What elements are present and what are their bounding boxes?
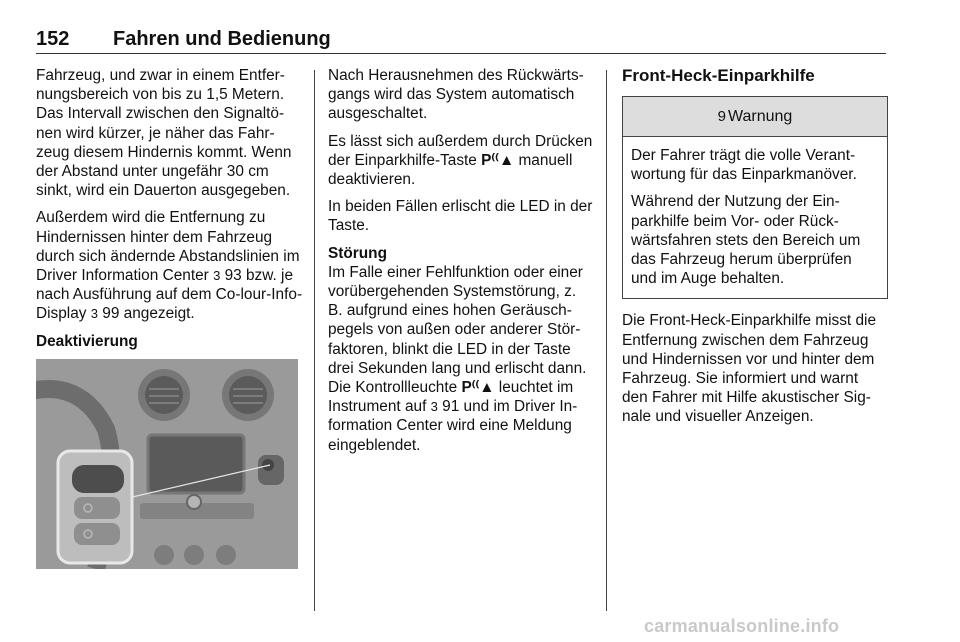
text: Außerdem wird die Entfernung zu Hindernissen hinter dem Fahrzeug durch sich ändernde Abstandslinien im Driver Information Center	[36, 209, 300, 285]
heading-deaktivierung: Deaktivierung	[36, 332, 138, 350]
col2-paragraph-2	[328, 132, 594, 190]
section-title: Fahren und Bedienung	[113, 28, 331, 50]
text: Es lässt sich außerdem durch Drücken der Einparkhilfe-Taste	[328, 132, 593, 169]
dashboard-illustration	[36, 359, 298, 569]
column-divider-1	[314, 70, 315, 611]
warning-title: Warnung	[728, 107, 793, 125]
text: 91 und im Driver In-formation Center wird eine Meldung eingeblendet.	[328, 398, 578, 454]
warning-box	[622, 96, 888, 299]
dashboard-drawing	[36, 359, 298, 569]
warning-body	[623, 137, 887, 298]
warning-icon: 9	[717, 107, 726, 125]
col1-paragraph-2	[36, 208, 304, 323]
watermark: carmanualsonline.info	[644, 616, 840, 636]
warning-paragraph-2: Während der Nutzung der Ein-parkhilfe beim Vor- oder Rück-wärtsfahren stets den Bereich um das Fahrzeug herum überprüfen und im Auge behalten.	[631, 193, 861, 288]
col1-paragraph-1: Fahrzeug, und zwar in einem Entfer-nungsbereich von bis zu 1,5 Metern. Das Intervall zwischen den Signaltö-nen wird kürzer, je näher das Fahr-zeug diesem Hindernis kommt. Wenn der Abstand unter ungefähr 30 cm sinkt, wird ein Dauerton ausgegeben.	[36, 67, 292, 200]
park-assist-icon: P⁽⁽▲	[461, 379, 495, 397]
page-ref-icon[interactable]: 3	[213, 268, 221, 284]
page-header	[36, 28, 886, 52]
column-3	[622, 66, 888, 435]
text: Im Falle einer Fehlfunktion oder einer vorübergehenden Systemstörung, z. B. aufgrund eines hohen Geräusch-pegels von außen oder anderer Stör-faktoren, blinkt die LED in der Taste drei Sekunden lang und erlischt dann. Die Kontrollleuchte	[328, 263, 587, 397]
text: 99 angezeigt.	[97, 305, 195, 323]
warning-header	[623, 97, 887, 137]
park-assist-icon: P⁽⁽▲	[481, 151, 515, 169]
heading-front-heck-einparkhilfe: Front-Heck-Einparkhilfe	[622, 66, 815, 85]
warning-paragraph-1: Der Fahrer trägt die volle Verant-wortung für das Einparkmanöver.	[631, 147, 857, 184]
col2-paragraph-1: Nach Herausnehmen des Rückwärts-gangs wird das System automatisch ausgeschaltet.	[328, 67, 584, 123]
page-number: 152	[36, 28, 70, 50]
col3-paragraph-1: Die Front-Heck-Einparkhilfe misst die Entfernung zwischen dem Fahrzeug und Hindernissen vor und hinter dem Fahrzeug. Sie informiert und warnt den Fahrer mit Hilfe akustischer Sig-nale und visueller Anzeigen.	[622, 312, 877, 426]
column-divider-2	[606, 70, 607, 611]
column-2	[328, 66, 594, 463]
header-rule	[36, 53, 886, 54]
text: leuchtet im Instrument auf	[328, 379, 574, 416]
column-1	[36, 66, 304, 569]
text: 93 bzw. je nach Ausführung auf dem Co-lour-Info-Display	[36, 267, 303, 323]
heading-stoerung: Störung	[328, 244, 387, 262]
page-ref-icon[interactable]: 3	[430, 399, 438, 415]
text: manuell deaktivieren.	[328, 151, 573, 189]
col2-paragraph-4	[328, 263, 594, 455]
page-ref-icon[interactable]: 3	[90, 306, 98, 322]
col2-paragraph-3: In beiden Fällen erlischt die LED in der Taste.	[328, 198, 593, 235]
